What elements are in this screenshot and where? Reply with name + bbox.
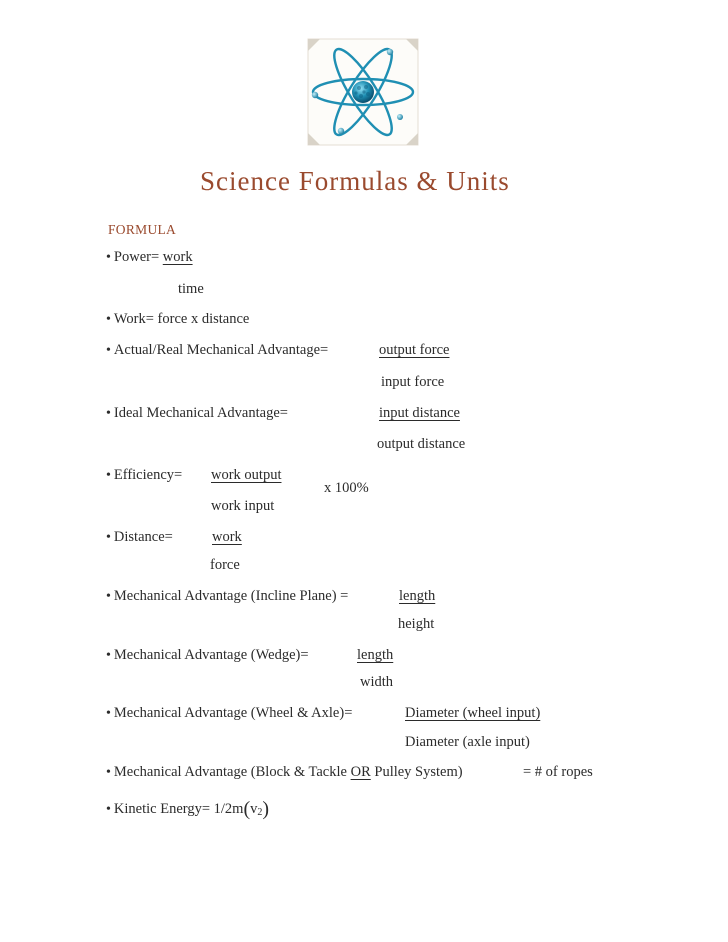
page-title: Science Formulas & Units xyxy=(200,166,510,196)
block-tackle-result: = # of ropes xyxy=(523,764,593,780)
efficiency-multiplier: x 100% xyxy=(324,480,369,496)
formula-kinetic-energy xyxy=(106,800,269,822)
kinetic-exponent: 2 xyxy=(257,807,263,818)
formula-ideal-ma xyxy=(106,404,288,423)
kinetic-variable: v xyxy=(250,801,258,817)
formula-actual-ma xyxy=(106,341,328,360)
wheel-axle-label: Mechanical Advantage (Wheel & Axle)= xyxy=(113,705,353,721)
bullet: • xyxy=(106,589,111,604)
bullet: • xyxy=(106,802,111,817)
formula-block-tackle xyxy=(106,763,463,782)
efficiency-label: Efficiency= xyxy=(113,467,183,483)
incline-label: Mechanical Advantage (Incline Plane) = xyxy=(113,588,349,604)
wedge-label: Mechanical Advantage (Wedge)= xyxy=(113,647,309,663)
kinetic-label: Kinetic Energy= 1/2m xyxy=(113,801,244,817)
kinetic-paren-open: ( xyxy=(243,798,251,820)
section-label: FORMULA xyxy=(108,222,177,237)
wedge-denominator: width xyxy=(360,674,394,690)
bullet: • xyxy=(106,312,111,327)
block-tackle-label-before: Mechanical Advantage (Block & Tackle xyxy=(113,764,351,780)
distance-denominator: force xyxy=(210,557,240,573)
bullet: • xyxy=(106,765,111,780)
bullet: • xyxy=(106,530,111,545)
power-label: Power= xyxy=(113,249,160,265)
wheel-axle-denominator: Diameter (axle input) xyxy=(405,734,530,750)
ideal-ma-numerator: input distance xyxy=(379,405,460,421)
kinetic-paren-close: ) xyxy=(262,798,270,820)
bullet: • xyxy=(106,706,111,721)
block-tackle-or: OR xyxy=(350,764,371,780)
ideal-ma-label: Ideal Mechanical Advantage= xyxy=(113,405,288,421)
bullet: • xyxy=(106,343,111,358)
wedge-numerator: length xyxy=(357,647,394,663)
formula-distance xyxy=(106,528,173,547)
distance-label: Distance= xyxy=(113,529,173,545)
actual-ma-label: Actual/Real Mechanical Advantage= xyxy=(113,342,329,358)
power-denominator: time xyxy=(178,281,204,297)
incline-denominator: height xyxy=(398,616,435,632)
efficiency-numerator: work output xyxy=(211,467,282,483)
formula-incline xyxy=(106,587,348,606)
ideal-ma-denominator: output distance xyxy=(377,436,466,452)
work-label: Work= force x distance xyxy=(113,311,250,327)
formula-efficiency xyxy=(106,466,182,485)
atom-logo-icon xyxy=(307,38,419,146)
wheel-axle-numerator: Diameter (wheel input) xyxy=(405,705,541,721)
formula-wheel-axle xyxy=(106,704,352,723)
actual-ma-denominator: input force xyxy=(381,374,445,390)
actual-ma-numerator: output force xyxy=(379,342,450,358)
formula-power xyxy=(106,248,193,267)
power-numerator: work xyxy=(162,249,193,265)
efficiency-denominator: work input xyxy=(211,498,275,514)
bullet: • xyxy=(106,648,111,663)
formula-wedge xyxy=(106,646,309,665)
bullet: • xyxy=(106,406,111,421)
distance-numerator: work xyxy=(212,529,242,545)
block-tackle-label-after: Pulley System) xyxy=(370,764,463,780)
bullet: • xyxy=(106,250,111,265)
bullet: • xyxy=(106,468,111,483)
formula-work xyxy=(106,310,249,329)
incline-numerator: length xyxy=(399,588,436,604)
